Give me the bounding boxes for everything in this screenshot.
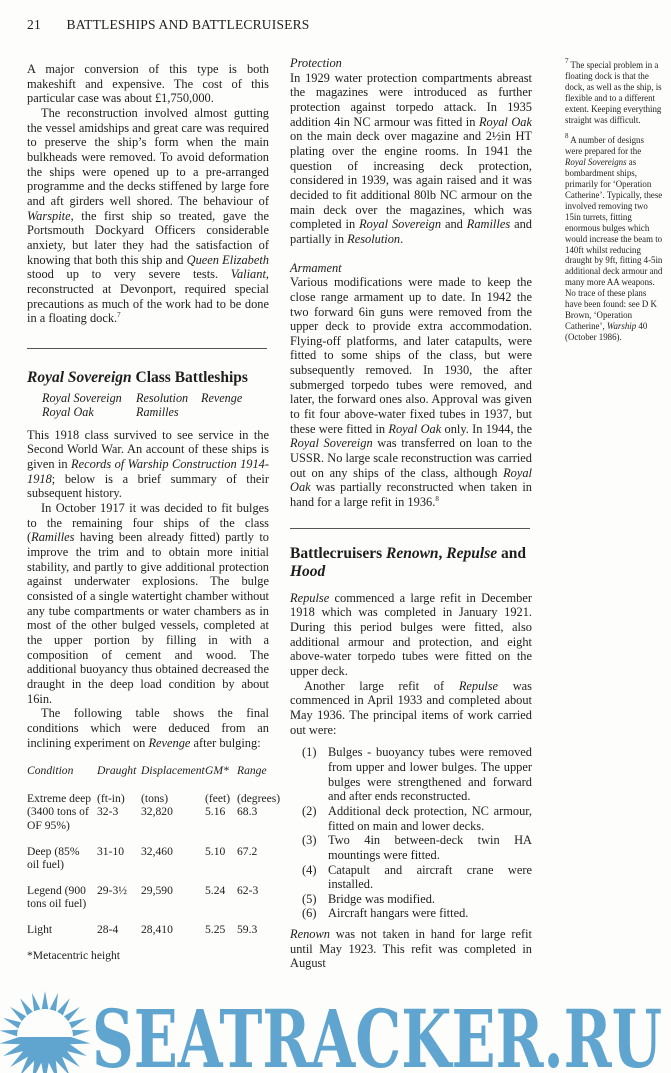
unit-label: (tons)	[141, 791, 169, 805]
paragraph	[290, 591, 532, 679]
table-cell-draught	[97, 884, 141, 923]
text-run: was transferred on loan to the USSR. No large scale reconstruction was carried out on any ships of the class, although	[290, 436, 532, 480]
item-number: (2)	[302, 803, 317, 818]
cell-value: Legend (900 tons oil fuel)	[27, 883, 87, 911]
watermark-logo	[0, 977, 671, 1073]
cell-value: 31-10	[97, 844, 125, 858]
italic-text: Records of Warship Construction 1914-1918	[27, 457, 269, 486]
ship-list	[27, 391, 269, 420]
paragraph	[27, 428, 269, 501]
cell-value: 28-4	[97, 923, 119, 936]
item-number: (4)	[302, 862, 317, 877]
text-run: after bulging:	[190, 735, 261, 750]
footnote-ref: 8	[565, 132, 569, 141]
watermark-text: SEATRACKER.RU	[92, 992, 662, 1073]
table-cell-range	[237, 884, 269, 923]
text-run: In 1929 water protection compartments abreast the magazines were introduced as further protection against torpedo attack. In 1935 addition 4in NC armour was fitted in	[290, 70, 532, 129]
section-heading-battlecruisers	[290, 545, 532, 581]
text-run: was commenced in April 1933 and completed about May 1936. The principal items of work carried out were:	[290, 678, 532, 737]
paragraph	[27, 706, 269, 750]
italic-text: Royal Oak	[388, 421, 442, 436]
table-cell-gm	[205, 923, 237, 949]
table-cell-gm	[205, 884, 237, 923]
italic-text: Royal Sovereign	[290, 436, 373, 451]
text-run: The reconstruction involved almost gutting the vessel amidships and great care was required to preserve the ship’s form when the main bulkheads were removed. To avoid deformation the ships were opened up to a pre-arranged programme and the decks stiffened by large fore and aft girders well shored. The behaviour of	[27, 105, 269, 208]
table-cell-range	[237, 923, 269, 949]
ship-name: Ramilles	[136, 405, 179, 420]
text-run: A number of designs were prepared for the	[565, 135, 644, 157]
item-text: Bridge was modified.	[328, 891, 436, 906]
list-item	[302, 892, 532, 907]
cell-value: 67.2	[237, 844, 258, 858]
table-cell-condition	[27, 884, 97, 923]
left-column-body	[27, 428, 269, 750]
text-run: .	[400, 231, 404, 246]
table-cell-gm	[205, 845, 237, 884]
table-row	[27, 792, 269, 845]
middle-column-body	[290, 591, 532, 971]
text-run: on the main deck over magazine and 2½in HT plating over the engine rooms. In 1941 the question of increasing deck protection, considered in 1939, was again raised and it was decided to fit additional 80lb NC armour on the main deck over the magazines, which was completed in	[290, 129, 532, 232]
sun-icon	[0, 991, 91, 1073]
text-run: , reconstructed at Devonport, required special precautions as much of the work had to be done in a floating dock.	[27, 267, 269, 326]
subheading-protection: Protection	[290, 56, 342, 70]
col-header: Range	[237, 764, 267, 778]
text-run: as bombardment ships, primarily for ‘Operation Catherine’. Typically, these involved removing two 15in turrets, fitting enormous bulges which would increase the beam to 140ft whilst reducing draught by 9ft, fitting 4-5in additional deck armour and many more AA weapons. No trace of these plans have been found: see D K Brown, ‘Operation Catherine’,	[565, 157, 663, 331]
cell-value: 68.3	[237, 805, 258, 819]
col-header: Condition	[27, 764, 74, 778]
page-columns	[0, 56, 671, 971]
italic-text: Renown	[385, 544, 439, 562]
col-header: Displacement	[141, 764, 205, 778]
cell-value: 5.10	[205, 844, 226, 858]
ship-name: Resolution	[136, 390, 189, 405]
cell-value: 59.3	[237, 923, 258, 936]
italic-text: Royal Sovereign	[359, 217, 442, 232]
text-run: was not taken in hand for large refit until May 1923. This refit was completed in August	[290, 927, 532, 971]
ship-name: Royal Sovereign	[42, 390, 122, 405]
list-item	[302, 863, 532, 892]
list-item	[302, 745, 532, 804]
text-run: only. In 1944, the	[441, 421, 532, 436]
cell-value: 5.16	[205, 805, 226, 819]
table-cell-condition	[27, 792, 97, 845]
work-items-list	[290, 745, 532, 921]
table-cell-draught	[97, 923, 141, 949]
text-run: Class Battleships	[131, 368, 248, 386]
cell-value: 29-3½	[97, 883, 127, 897]
subheading-armament: Armament	[290, 260, 342, 275]
list-item	[302, 906, 532, 921]
cell-value: 28,410	[141, 923, 173, 936]
left-column	[27, 62, 281, 963]
text-run: ,	[438, 544, 447, 562]
cell-value: 32,820	[141, 805, 173, 819]
footnote-ref: 7	[117, 311, 121, 320]
table-cell-displacement	[141, 923, 205, 949]
italic-text: Queen Elizabeth	[186, 252, 269, 267]
table-footnote: *Metacentric height	[27, 948, 121, 962]
text-run: ; below is a brief summary of their subsequent history.	[27, 471, 269, 501]
unit-label: (degrees)	[237, 791, 281, 805]
unit-label: (feet)	[205, 791, 231, 805]
table-cell-range	[237, 845, 269, 884]
running-header	[0, 0, 671, 34]
text-run: and partially in	[290, 217, 532, 246]
table-cell-displacement	[141, 845, 205, 884]
italic-text: Royal Sovereign	[27, 368, 132, 386]
section-divider	[27, 348, 267, 349]
italic-text: Resolution	[347, 231, 401, 246]
col-header: GM*	[205, 764, 229, 778]
text-run: stood up to very severe tests.	[27, 267, 231, 282]
cell-value: Deep (85% oil fuel)	[27, 844, 80, 872]
footnote-ref: 8	[435, 495, 439, 504]
italic-text: Repulse	[446, 544, 498, 562]
text-run: In October 1917 it was decided to fit bulges to the remaining four ships of the class (	[27, 501, 269, 545]
item-text: Catapult and aircraft crane were installed.	[328, 862, 532, 892]
inclining-table	[27, 764, 281, 948]
table-cell-condition	[27, 923, 97, 949]
paragraph	[290, 71, 532, 247]
italic-text: Royal Sovereigns	[565, 157, 627, 168]
table-cell-gm	[205, 792, 237, 845]
footnote-7	[565, 57, 663, 125]
paragraph	[290, 679, 532, 738]
paragraph	[27, 501, 269, 706]
text-run: Another large refit of	[304, 678, 459, 693]
item-text: Bulges - buoyancy tubes were removed from upper and lower bulges. The upper bulges were strengthened and forward and after ends reconstructed.	[328, 745, 532, 804]
italic-text: Ramilles	[466, 217, 511, 232]
text-run: having been already fitted) partly to improve the trim and to obtain more initial stability, and partly to give additional protection against underwater explosions. The bulge consisted of a single watertight chamber without any tube compartments or water chambers as in most of the other bulged vessels, completed at the upper portion by filling in with a composition of cement and wood. The additional buoyancy thus obtained decreased the draught in the deep load condition by about 16in.	[27, 530, 269, 706]
table-row	[27, 923, 269, 949]
italic-text: Repulse	[458, 678, 499, 693]
italic-text: Hood	[290, 562, 326, 580]
item-number: (6)	[302, 906, 317, 921]
text-run: , the first ship so treated, gave the Portsmouth Dockyard Officers considerable anxiety, but later they had the satisfaction of knowing that both this ship and	[27, 208, 269, 267]
cell-value: Extreme deep (3400 tons of OF 95%)	[27, 791, 92, 833]
text-run: was partially reconstructed when taken in hand for a large refit in 1936.	[290, 480, 532, 510]
table-cell-draught	[97, 845, 141, 884]
list-item	[302, 804, 532, 833]
cell-value: 62-3	[237, 883, 259, 897]
item-number: (1)	[302, 745, 317, 760]
text-run: This 1918 class survived to see service in the Second World War. An account of these ships is given in	[27, 427, 269, 472]
ship-name: Revenge	[201, 390, 243, 405]
text-run: The special problem in a floating dock is that the dock, as well as the ship, is flexible and to a different extent. Keeping everything straight was difficult.	[565, 60, 662, 125]
cell-value: 32-3	[97, 805, 119, 819]
italic-text: Royal Oak	[290, 465, 532, 495]
item-number: (5)	[302, 891, 317, 906]
item-text: Aircraft hangars were fitted.	[328, 906, 469, 921]
italic-text: Ramilles	[31, 530, 75, 545]
italic-text: Revenge	[148, 735, 191, 750]
cell-value: 5.25	[205, 923, 226, 936]
italic-text: Royal Oak	[478, 114, 532, 129]
item-text: Two 4in between-deck twin HA mountings were fitted.	[328, 833, 532, 862]
table-row	[27, 845, 269, 884]
text-run: A major conversion of this type is both makeshift and expensive. The cost of this particular case was about £1,750,000.	[27, 62, 269, 106]
page-number: 21	[27, 17, 41, 32]
paragraph	[27, 62, 269, 106]
text-run: Battlecruisers	[290, 544, 386, 562]
cell-value: 5.24	[205, 883, 226, 897]
footnote-ref: 7	[565, 57, 569, 65]
cell-value: Light	[27, 923, 53, 936]
section-heading-royal-sovereign	[27, 369, 269, 387]
footnote-8	[565, 132, 663, 342]
text-run: and	[497, 544, 526, 562]
italic-text: Renown	[290, 927, 330, 942]
ship-name: Royal Oak	[42, 405, 94, 420]
sun-rays	[0, 991, 91, 1073]
text-run: 40 (October 1986).	[565, 320, 648, 342]
text-run: commenced a large refit in December 1918 which was completed in January 1921. During this period bulges were fitted, also additional armour and protection, and eight above-water torpedo tubes were fitted on the upper deck.	[290, 590, 532, 678]
margin-notes	[565, 57, 663, 353]
cell-value: 32,460	[141, 844, 173, 858]
middle-column	[290, 56, 532, 971]
text-run: The following table shows the final conditions which were deduced from an inclining experiment on	[27, 706, 269, 750]
italic-text: Warspite	[27, 208, 71, 223]
sun-half	[17, 1009, 73, 1037]
item-number: (3)	[302, 833, 317, 848]
italic-text: Valiant	[230, 267, 266, 282]
section-divider	[290, 528, 530, 529]
text-run: Various modifications were made to keep the close range armament up to date. In 1942 the two forward 6in guns were removed from the upper deck to provide extra accommodation. Flying-off platforms, and later catapults, were fitted to some ships of the class, but were subsequently removed. In 1930, the after submerged torpedo tubes were removed, and later, the forward ones also. Approval was given to fit four above-water fixed tubes in 1937, but these were fitted in	[290, 275, 532, 436]
col-header: Draught	[97, 764, 137, 778]
item-text: Additional deck protection, NC armour, fitted on main and lower decks.	[328, 803, 532, 833]
paragraph	[27, 106, 269, 326]
unit-label: (ft-in)	[97, 791, 125, 805]
text-run: and	[441, 217, 467, 232]
table-cell-range	[237, 791, 281, 845]
table-cell-condition	[27, 845, 97, 884]
paragraph	[290, 275, 532, 510]
paragraph	[290, 927, 532, 971]
table-row	[27, 884, 269, 923]
table-cell-displacement	[141, 884, 205, 923]
table-cell-displacement	[141, 792, 205, 845]
italic-text: Warship	[606, 320, 637, 331]
table-cell-draught	[97, 792, 141, 845]
italic-text: Repulse	[290, 590, 330, 605]
running-title: BATTLESHIPS AND BATTLECRUISERS	[66, 17, 310, 32]
list-item	[302, 833, 532, 862]
cell-value: 29,590	[141, 883, 173, 897]
